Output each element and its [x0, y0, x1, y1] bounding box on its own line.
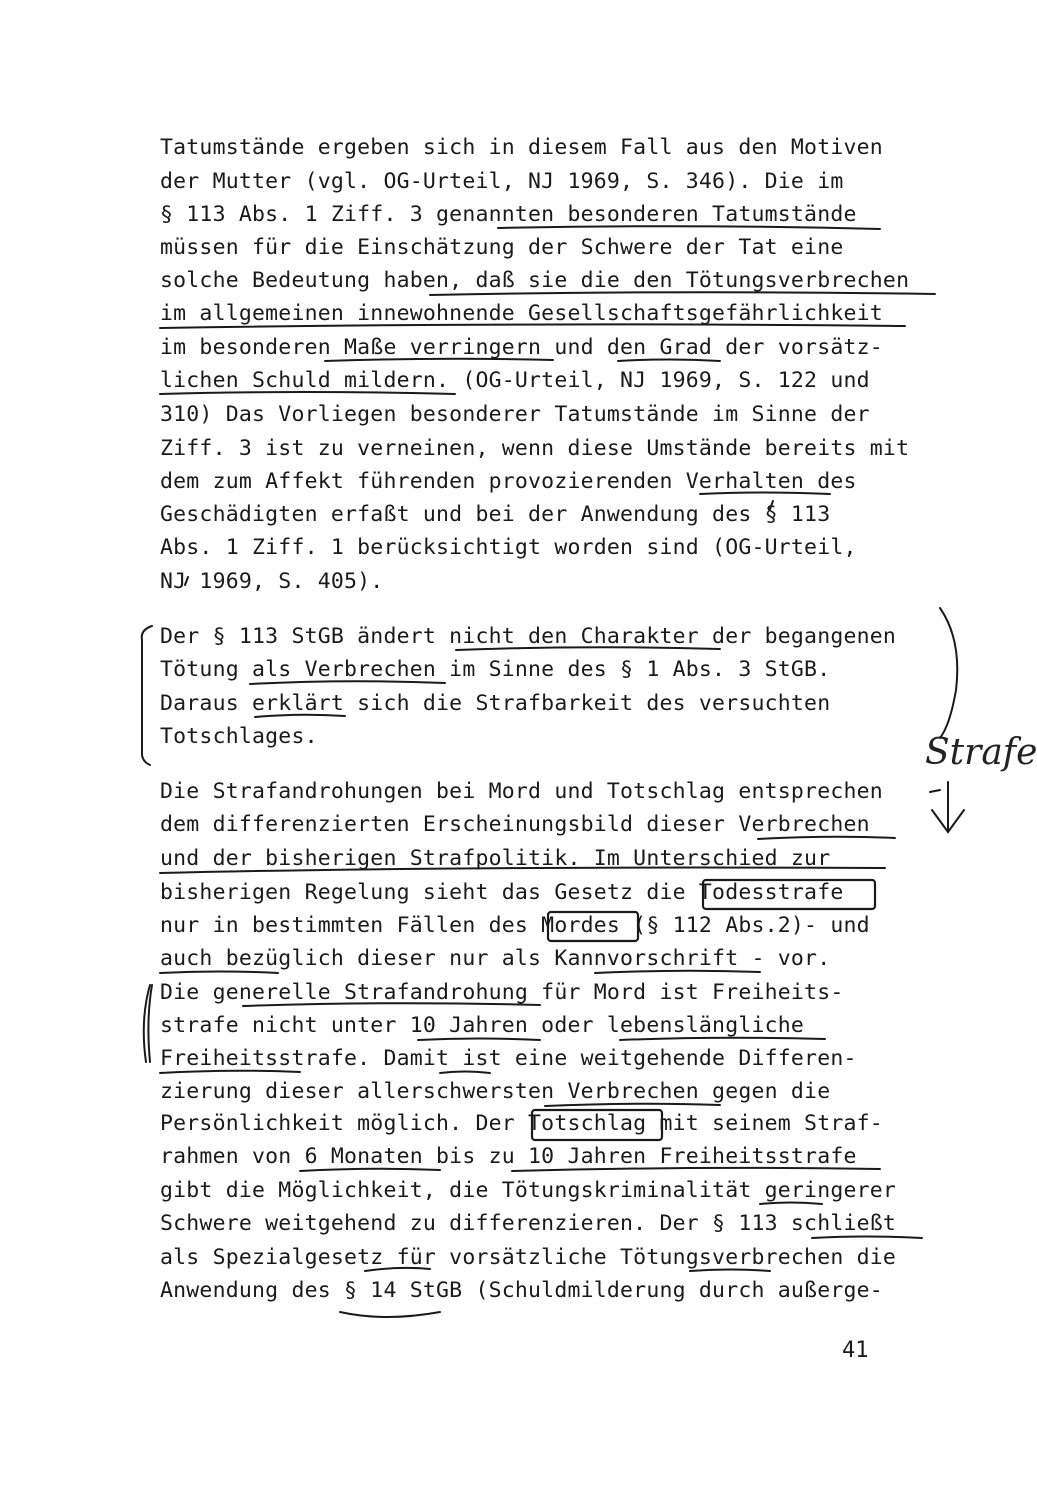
text-line: Die generelle Strafandrohung für Mord ist Freiheits-	[160, 980, 844, 1005]
left-bracket-mark	[148, 985, 152, 1062]
text-line: zierung dieser allerschwersten Verbrechen gegen die	[160, 1079, 831, 1104]
text-line: müssen für die Einschätzung der Schwere der Tat eine	[160, 235, 844, 260]
handwritten-margin-note: Strafe	[925, 732, 1037, 773]
right-bracket-mark	[940, 608, 957, 738]
text-line: strafe nicht unter 10 Jahren oder lebenslängliche	[160, 1013, 805, 1038]
text-line: lichen Schuld mildern. (OG-Urteil, NJ 1969, S. 122 und	[160, 368, 870, 393]
text-line: bisherigen Regelung sieht das Gesetz die Todesstrafe	[160, 880, 844, 905]
text-line: auch bezüglich dieser nur als Kannvorschrift - vor.	[160, 946, 831, 971]
text-line: gibt die Möglichkeit, die Tötungskriminalität geringerer	[160, 1178, 897, 1203]
text-line: dem zum Affekt führenden provozierenden Verhalten des	[160, 469, 857, 494]
text-line: als Spezialgesetz für vorsätzliche Tötungsverbrechen die	[160, 1245, 897, 1270]
text-line: Persönlichkeit möglich. Der Totschlag mit seinem Straf-	[160, 1111, 883, 1136]
text-line: der Mutter (vgl. OG-Urteil, NJ 1969, S. 346). Die im	[160, 169, 844, 194]
text-line: und der bisherigen Strafpolitik. Im Unterschied zur	[160, 846, 831, 871]
underline-mark	[340, 1312, 440, 1317]
arrow-mark	[932, 810, 964, 832]
text-line: dem differenzierten Erscheinungsbild dieser Verbrechen	[160, 812, 870, 837]
left-bracket-mark	[144, 985, 150, 1062]
text-line: Geschädigten erfaßt und bei der Anwendung des § 113	[160, 502, 831, 527]
text-line: solche Bedeutung haben, daß sie die den Tötungsverbrechen	[160, 268, 910, 293]
text-line: 310) Das Vorliegen besonderer Tatumstände im Sinne der	[160, 402, 870, 427]
text-line: Totschlages.	[160, 724, 318, 749]
text-line: Tatumstände ergeben sich in diesem Fall aus den Motiven	[160, 135, 883, 160]
text-line: Tötung als Verbrechen im Sinne des § 1 Abs. 3 StGB.	[160, 657, 831, 682]
text-line: NJ 1969, S. 405).	[160, 569, 384, 594]
text-line: im besonderen Maße verringern und den Grad der vorsätz-	[160, 335, 883, 360]
left-bracket-mark	[142, 626, 152, 765]
text-line: rahmen von 6 Monaten bis zu 10 Jahren Freiheitsstrafe	[160, 1144, 857, 1169]
text-line: Freiheitsstrafe. Damit ist eine weitgehende Differen-	[160, 1046, 857, 1071]
text-line: Abs. 1 Ziff. 1 berücksichtigt worden sind (OG-Urteil,	[160, 535, 857, 560]
text-line: § 113 Abs. 1 Ziff. 3 genannten besonderen Tatumstände	[160, 202, 857, 227]
text-line: im allgemeinen innewohnende Gesellschaftsgefährlichkeit	[160, 301, 883, 326]
text-line: Schwere weitgehend zu differenzieren. Der § 113 schließt	[160, 1211, 897, 1236]
text-line: Der § 113 StGB ändert nicht den Charakter der begangenen	[160, 624, 897, 649]
arrow-mark	[930, 790, 940, 792]
page-number: 41	[842, 1338, 869, 1363]
text-line: nur in bestimmten Fällen des Mordes (§ 112 Abs.2)- und	[160, 913, 870, 938]
text-line: Anwendung des § 14 StGB (Schuldmilderung durch außerge-	[160, 1278, 883, 1303]
text-line: Daraus erklärt sich die Strafbarkeit des versuchten	[160, 691, 831, 716]
text-line: Ziff. 3 ist zu verneinen, wenn diese Umstände bereits mit	[160, 436, 910, 461]
text-line: Die Strafandrohungen bei Mord und Totschlag entsprechen	[160, 779, 883, 804]
